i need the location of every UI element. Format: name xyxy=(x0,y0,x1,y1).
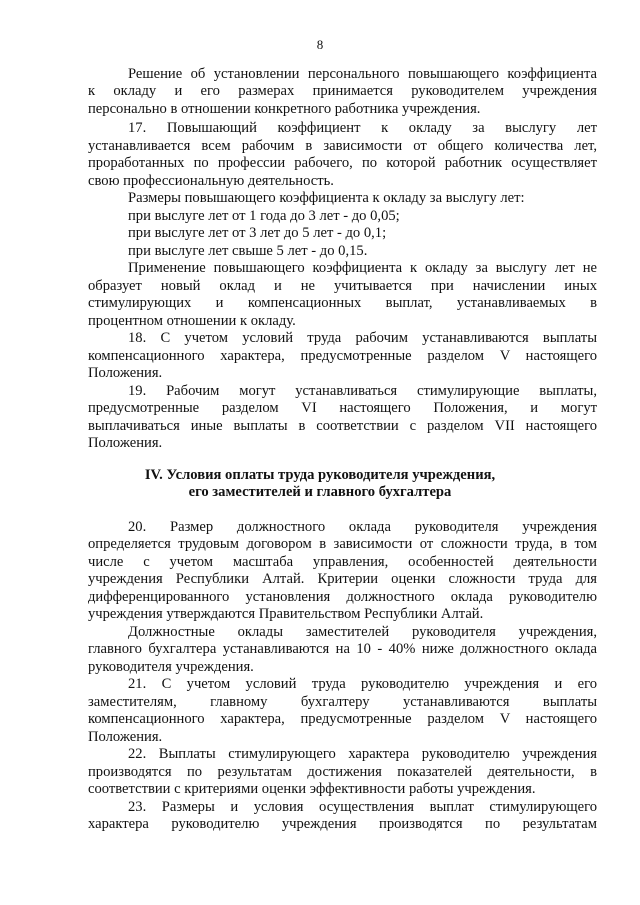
text-line: проработанных по профессии рабочего, по которой работник осуществляет xyxy=(88,155,597,171)
page-number: 8 xyxy=(316,37,324,52)
text-line: 17. Повышающий коэффициент к окладу за выслугу лет xyxy=(128,120,597,136)
text-line: процентном отношении к окладу. xyxy=(88,313,296,329)
text-line: учреждения утверждаются Правительством Республики Алтай. xyxy=(88,606,484,622)
text-line: при выслуге лет от 3 лет до 5 лет - до 0,1; xyxy=(128,225,387,241)
text-line: Решение об установлении персонального повышающего коэффициента xyxy=(128,66,597,82)
text-line: соответствии с критериями оценки эффективности работы учреждения. xyxy=(88,781,536,797)
text-line: компенсационного характера, предусмотренные разделом V настоящего xyxy=(88,348,597,364)
text-line: 19. Рабочим могут устанавливаться стимулирующие выплаты, xyxy=(128,383,597,399)
text-line: к окладу и его размерах принимается руководителем учреждения xyxy=(88,83,597,99)
text-line: Положения. xyxy=(88,729,163,745)
text-line: Положения. xyxy=(88,365,163,381)
text-line: компенсационного характера, предусмотренные разделом V настоящего xyxy=(88,711,597,727)
text-line: 23. Размеры и условия осуществления выплат стимулирующего xyxy=(128,799,597,815)
text-line: стимулирующих и компенсационных выплат, устанавливаемых в xyxy=(88,295,597,311)
text-line: при выслуге лет от 1 года до 3 лет - до 0,05; xyxy=(128,208,400,224)
text-line: Положения. xyxy=(88,435,163,451)
text-line: Размеры повышающего коэффициента к окладу за выслугу лет: xyxy=(128,190,525,206)
text-line: характера руководителю учреждения производятся по результатам xyxy=(88,816,597,832)
text-line: 20. Размер должностного оклада руководителя учреждения xyxy=(128,519,597,535)
text-line: Должностные оклады заместителей руководителя учреждения, xyxy=(128,624,597,640)
text-line: устанавливается всем рабочим в зависимости от общего количества лет, xyxy=(88,138,597,154)
text-line: 21. С учетом условий труда руководителю учреждения и его xyxy=(128,676,597,692)
text-line: свою профессиональную деятельность. xyxy=(88,173,334,189)
text-line: персонально в отношении конкретного работника учреждения. xyxy=(88,101,481,117)
text-line: определяется трудовым договором в зависимости от сложности труда, в том xyxy=(88,536,597,552)
text-line: главного бухгалтера устанавливаются на 10 - 40% ниже должностного оклада xyxy=(88,641,597,657)
text-line: предусмотренные разделом VI настоящего Положения, и могут xyxy=(88,400,597,416)
text-line: Применение повышающего коэффициента к окладу за выслугу лет не xyxy=(128,260,597,276)
text-line: при выслуге лет свыше 5 лет - до 0,15. xyxy=(128,243,368,259)
text-line: выплачиваться иные выплаты в соответствии с разделом VII настоящего xyxy=(88,418,597,434)
text-line: образует новый оклад и не учитывается при начислении иных xyxy=(88,278,597,294)
text-line: руководителя учреждения. xyxy=(88,659,254,675)
text-line: учреждения Республики Алтай. Критерии оценки сложности труда для xyxy=(88,571,597,587)
section-heading: его заместителей и главного бухгалтера xyxy=(188,484,452,500)
text-line: производятся по результатам достижения показателей деятельности, в xyxy=(88,764,597,780)
text-line: дифференцированного установления должностного оклада руководителю xyxy=(88,589,597,605)
section-heading: IV. Условия оплаты труда руководителя учреждения, xyxy=(144,467,496,483)
text-line: числе с учетом масштаба управления, особенностей деятельности xyxy=(88,554,597,570)
text-line: 18. С учетом условий труда рабочим устанавливаются выплаты xyxy=(128,330,597,346)
text-line: 22. Выплаты стимулирующего характера руководителю учреждения xyxy=(128,746,597,762)
text-line: заместителям, главному бухгалтеру устанавливаются выплаты xyxy=(88,694,597,710)
